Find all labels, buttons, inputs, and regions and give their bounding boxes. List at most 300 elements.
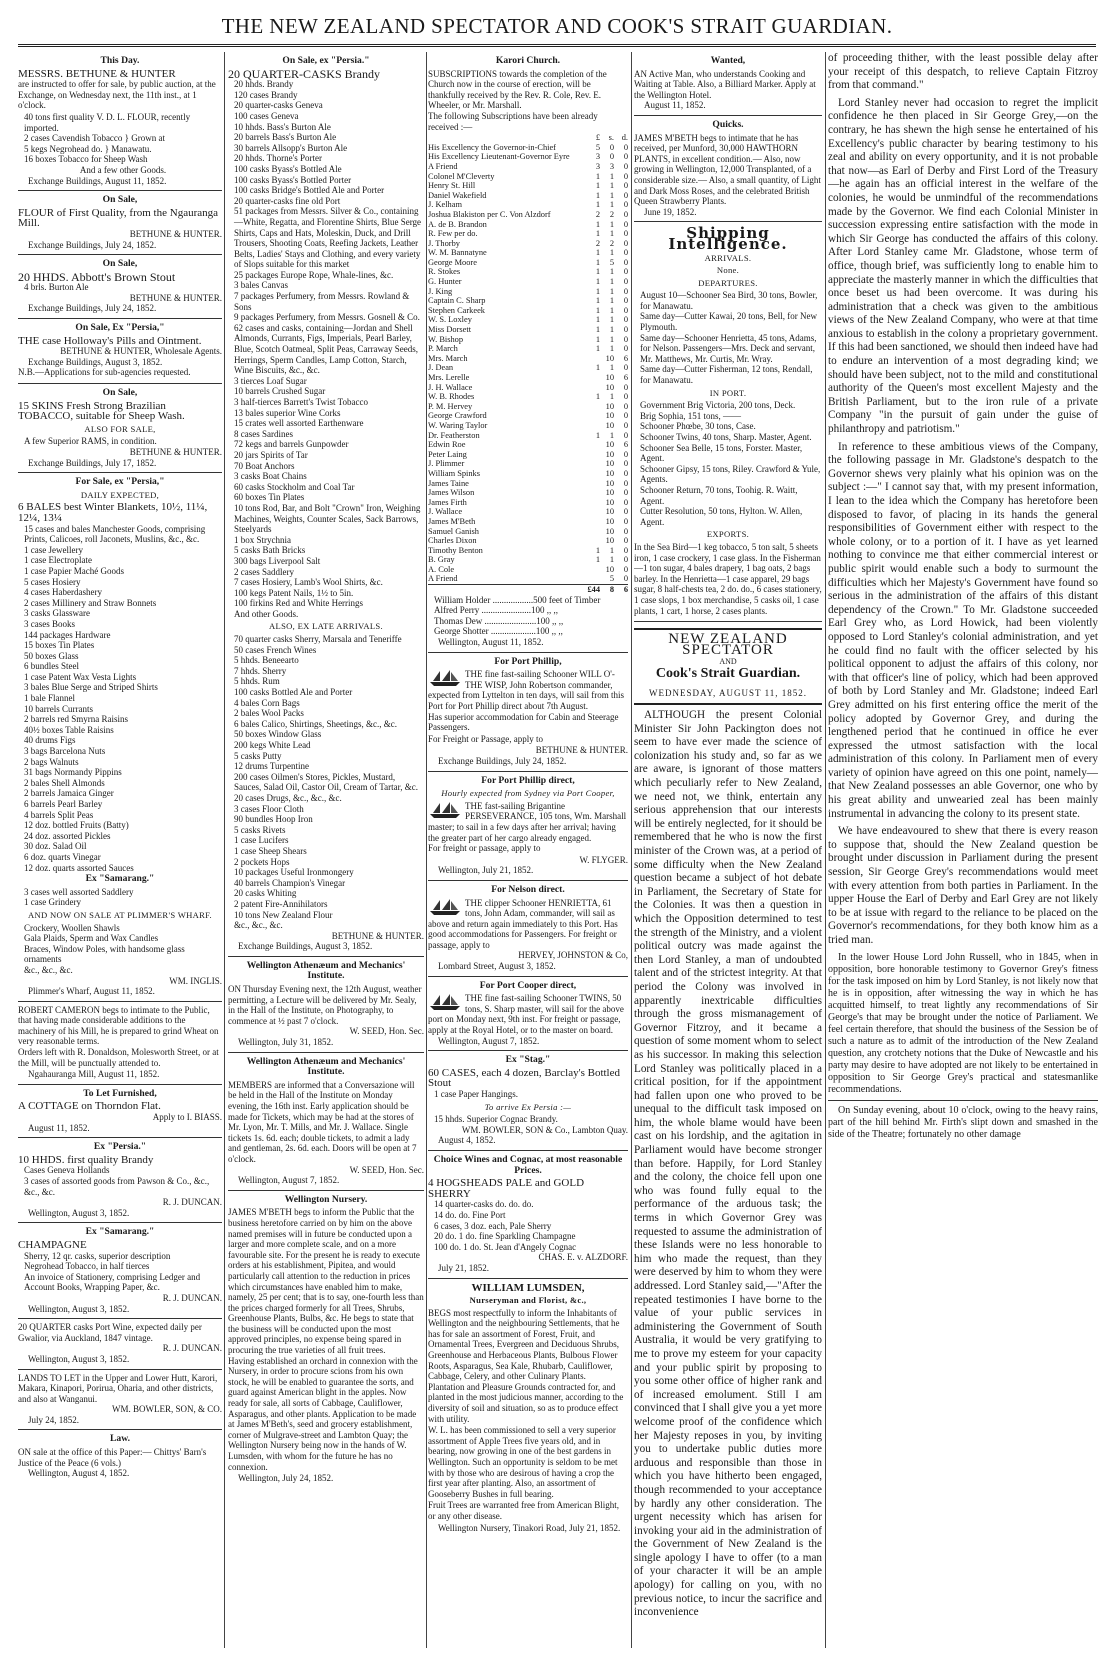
amount-cell bbox=[586, 459, 600, 469]
list-item: 100 firkins Red and White Herrings bbox=[234, 598, 364, 609]
table-row bbox=[428, 517, 628, 527]
departures-list bbox=[634, 290, 822, 385]
list-item: 62 cases and casks, containing—Jordan and Shell Almonds, Currants, Figs, Imperials, Pearl Barley, Blue, Scotch Oatmeal, Split Peas, Carraway Seeds, Herrings, Sperm Candles, Lamp Cotton, Starch, Wine Biscuits, &c., &c. bbox=[234, 322, 418, 376]
amount-cell: 0 bbox=[623, 478, 628, 488]
list-item: 2 barrels red Smyrna Raisins bbox=[24, 714, 128, 725]
advert-date: Wellington, August 4, 1852. bbox=[28, 1468, 130, 1479]
column-header: d. bbox=[621, 133, 628, 143]
advert-flour-auction bbox=[18, 52, 222, 191]
amount-cell: 0 bbox=[623, 286, 628, 296]
advert-heading: Ex "Stag." bbox=[505, 1054, 551, 1066]
table-row bbox=[428, 469, 628, 479]
column-1 bbox=[18, 52, 222, 1648]
advert-heading: Wellington Athenæum and Mechanics' Institute. bbox=[246, 1055, 406, 1078]
amount-cell: 1 bbox=[609, 200, 614, 210]
amount-cell: 0 bbox=[623, 200, 628, 210]
list-item: 10 hhds. Bass's Burton Ale bbox=[234, 121, 331, 132]
list-item: 1 case Sheep Shears bbox=[234, 845, 307, 856]
list-item: 2 cases Millinery and Straw Bonnets bbox=[24, 597, 157, 608]
table-row bbox=[428, 344, 628, 354]
subscriber-name: G. Hunter bbox=[428, 277, 462, 287]
amount-cell: 1 bbox=[609, 305, 614, 315]
amount-cell: 1 bbox=[609, 363, 614, 373]
table-row bbox=[428, 162, 628, 172]
table-row bbox=[428, 555, 628, 565]
amount-cell: 10 bbox=[605, 478, 614, 488]
advert-conversazione bbox=[228, 1053, 424, 1191]
advert-signature: WM. BOWLER, SON, & CO. bbox=[112, 1404, 222, 1415]
amount-cell: 0 bbox=[623, 363, 628, 373]
advert-body: Has superior accommodation for Cabin and Steerage Passengers. bbox=[428, 711, 619, 733]
amount-cell: 1 bbox=[595, 229, 600, 239]
advert-item: 5 kegs Negrohead do. } Manawatu. bbox=[24, 143, 152, 154]
advert-lead: 4 HOGSHEADS PALE and GOLD SHERRY bbox=[428, 1177, 585, 1200]
amount-cell bbox=[586, 536, 600, 546]
table-row bbox=[428, 431, 628, 441]
amount-cell: 0 bbox=[623, 516, 628, 526]
advert-ship-port-phillip bbox=[428, 653, 628, 772]
list-item: Same day—Cutter Fisherman, 12 tons, Rendall, for Manawatu. bbox=[640, 364, 813, 386]
table-row bbox=[428, 306, 628, 316]
list-item: 300 bags Liverpool Salt bbox=[234, 555, 321, 566]
list-item: 13 bales superior Wine Corks bbox=[234, 407, 341, 418]
list-item: 144 packages Hardware bbox=[24, 629, 111, 640]
amount-cell: 10 bbox=[605, 488, 614, 498]
list-item: 3 half-tierces Barrett's Twist Tobacco bbox=[234, 397, 368, 407]
list-item: 20 jars Spirits of Tar bbox=[234, 449, 308, 460]
ship-icon bbox=[428, 898, 462, 916]
list-item: 10 barrels Currants bbox=[24, 703, 93, 714]
advert-heading: Law. bbox=[110, 1433, 130, 1445]
advert-persia-stores bbox=[228, 52, 424, 957]
list-item: 10 packages Useful Ironmongery bbox=[234, 867, 354, 878]
advert-lead: 20 QUARTER casks Port Wine, expected daily per Gwalior, via Auckland, 1847 vintage. bbox=[18, 1322, 202, 1343]
advert-subheading: Hourly expected from Sydney via Port Cooper, bbox=[441, 788, 615, 799]
subscriber-name: J. Kelham bbox=[428, 200, 462, 210]
list-item: 9 packages Perfumery, from Messrs. Gosnell & Co. bbox=[234, 312, 420, 323]
advert-body: 1 case Paper Hangings. bbox=[434, 1089, 518, 1099]
list-item: 1 box Strychnia bbox=[234, 534, 291, 545]
advert-heading: Wellington Nursery. bbox=[284, 1193, 368, 1205]
subscriber-name: J. H. Wallace bbox=[428, 382, 473, 392]
amount-cell: 1 bbox=[595, 325, 600, 335]
table-row bbox=[428, 498, 628, 508]
advert-lead: THE case Holloway's Pills and Ointment. bbox=[18, 334, 202, 347]
amount-cell: 1 bbox=[595, 267, 600, 277]
advert-heading: For Sale, ex "Persia," bbox=[75, 476, 165, 488]
subscriber-name: Timothy Benton bbox=[428, 545, 483, 555]
advert-wines bbox=[428, 1151, 628, 1279]
subscriptions-notice bbox=[428, 52, 628, 653]
amount-cell: 1 bbox=[609, 219, 614, 229]
list-item: 1 bale Flannel bbox=[24, 693, 75, 704]
column-3 bbox=[428, 52, 628, 1648]
table-row bbox=[428, 527, 628, 537]
advert-quicks bbox=[634, 116, 822, 222]
advert-signature: R. J. DUNCAN. bbox=[162, 1343, 222, 1354]
list-item: 6 doz. quarts Vinegar bbox=[24, 851, 101, 862]
editorial-paragraph: We have endeavoured to shew that there is every reason to suppose that, should the New Zealand question be brought under discussion in Parliament during the present session, Sir George Grey's recommendations would meet with every attention from both parties in Parliament. In the upper House the Earl of Derby and Earl Grey are not likely to be at issue with regard to the reliance to be placed on the Governor's recommendations, for they both know him as a tried man. bbox=[828, 825, 1098, 946]
advert-lead: 20 HHDS. Abbott's Brown Stout bbox=[18, 269, 176, 284]
advert-ship-perseverance bbox=[428, 772, 628, 881]
advert-heading: Choice Wines and Cognac, at most reasonable Prices. bbox=[433, 1153, 623, 1176]
editorial-paragraph: Lord Stanley never had occasion to regret the implicit confidence he then placed in Sir George Grey,—on the contrary, he has shewn the high sense he entertained of his Excellency's public character by bearing testimony to his zeal and ability on every opportunity, and it is not probable that now—as Earl of Derby and First Lord of the Treasury—he again has an official interest in the welfare of the colonies, he would be unmindful of the recommendations made by the Governor. We find each Colonial Minister in succession expressing entire satisfaction with the mode in which Sir George has conducted the affairs of this colony. After Lord Stanley came Mr. Gladstone, whose term of office, though brief, was sufficiently long to enable him to appreciate the masterly manner in which the difficulties that once beset us had been overcome. It was during his administration that a check was given to the ambitious views of the New Zealand Company, who were at that time anxious to establish in the colony a proprietary government. If this had been sanctioned, we should then indeed have had to endure an intervention of a most degrading kind; we should have been subject, not to the mild and constitutional authority of the Queen's most excellent Majesty and the British Parliament, but to the iron rule of a private Company "in the pursuit of gain under the guise of philanthropy and patriotism." bbox=[828, 96, 1098, 436]
advert-date: Wellington, August 11, 1852. bbox=[438, 637, 544, 648]
subscriber-name: J. Dean bbox=[428, 363, 454, 373]
advert-heading: Wanted, bbox=[710, 55, 746, 66]
amount-cell bbox=[586, 450, 600, 460]
list-item: 12 doz. quarts assorted Sauces bbox=[24, 862, 134, 873]
advert-brandy bbox=[18, 1138, 222, 1223]
ship-icon bbox=[428, 669, 462, 687]
advert-lead: CHAMPAGNE bbox=[18, 1238, 87, 1251]
amount-cell: 10 bbox=[605, 459, 614, 469]
list-item: 12 drums Turpentine bbox=[234, 761, 310, 772]
advert-lead: THE clipper Schooner HENRIETTA, 61 tons, John Adam, commander, will sail as above and return again immediately to this Port. Has good accommodations for Passengers. For freight or passage, apply to bbox=[428, 897, 618, 950]
advert-item: Cases Geneva Hollands bbox=[24, 1165, 110, 1176]
list-item: Gala Plaids, Sperm and Wax Candles bbox=[24, 933, 159, 944]
goods-list bbox=[228, 79, 424, 619]
amount-cell: 1 bbox=[595, 344, 600, 354]
advert-date: Wellington, August 7, 1852. bbox=[238, 1175, 340, 1186]
subscriber-name: Charles Dixon bbox=[428, 536, 477, 546]
advert-subheading: ALSO, EX LATE ARRIVALS. bbox=[269, 621, 383, 632]
amount-cell: 0 bbox=[623, 315, 628, 325]
list-item: 4 barrels Split Peas bbox=[24, 809, 94, 820]
subscriptions-table bbox=[428, 133, 628, 595]
column-divider bbox=[631, 52, 632, 1648]
amount-cell: 0 bbox=[623, 248, 628, 258]
total-pounds: £44 bbox=[587, 585, 600, 595]
list-item: 7 cases Hosiery, Lamb's Wool Shirts, &c. bbox=[234, 577, 383, 588]
list-item: 10 tons New Zealand Flour bbox=[234, 909, 333, 920]
column-divider bbox=[224, 52, 225, 1648]
advert-item: And a few other Goods. bbox=[79, 164, 167, 175]
amount-cell: 1 bbox=[609, 555, 614, 565]
advert-date: August 4, 1852. bbox=[438, 1135, 496, 1146]
table-row bbox=[428, 325, 628, 335]
subscriber-name: James Firth bbox=[428, 497, 467, 507]
advert-date: August 11, 1852. bbox=[644, 100, 706, 111]
advert-body: Orders left with R. Donaldson, Molesworth Street, or at the Mill, will be punctually attended to. bbox=[18, 1047, 219, 1068]
amount-cell: 0 bbox=[623, 488, 628, 498]
list-item: Brig Sophia, 151 tons, —— bbox=[640, 410, 742, 421]
amount-cell: 1 bbox=[609, 277, 614, 287]
amount-cell: 1 bbox=[609, 315, 614, 325]
timber-pledge: Thomas Dew .......................100 ,, ,, bbox=[434, 615, 564, 626]
amount-cell bbox=[586, 507, 600, 517]
amount-cell: 0 bbox=[623, 161, 628, 171]
subscriber-name: Colonel M'Cleverty bbox=[428, 171, 495, 181]
amount-cell: 0 bbox=[609, 142, 614, 152]
advert-lead: 6 BALES best Winter Blankets, 10½, 11¼, 12¼, 13¼ bbox=[18, 501, 208, 524]
amount-cell bbox=[586, 498, 600, 508]
list-item: Braces, Window Poles, with handsome glass ornaments bbox=[24, 943, 185, 965]
advert-body: Having established an orchard in connexion with the Nursery, in order to procure scions from his own stock, he will be enabled to guarantee the sorts, and guard against American blight in the apples. Now ready for sale, all sorts of Cabbage, Cauliflower, Asparagus, and other plants. Application to be made at James M'Beth's, seed and grocery establishment, corner of Mulgrave-street and Lambton Quay; the Wellington Nursery being now in the hands of W. Lumsden, with whom for the future he has no connexion. bbox=[228, 1355, 418, 1472]
subscriber-name: Miss Dorsett bbox=[428, 325, 472, 335]
ship-icon bbox=[428, 801, 462, 819]
advert-lead: MESSRS. BETHUNE & HUNTER bbox=[18, 67, 176, 80]
subscriber-name: Joshua Blakiston per C. Von Alzdorf bbox=[428, 209, 551, 219]
amount-cell bbox=[586, 383, 600, 393]
amount-cell: 0 bbox=[623, 392, 628, 402]
list-item: 7 packages Perfumery, from Messrs. Rowland & Sons bbox=[234, 291, 410, 312]
list-item: 3 tierces Loaf Sugar bbox=[234, 375, 307, 386]
table-row bbox=[428, 565, 628, 575]
list-item: 2 cases Saddlery bbox=[234, 566, 294, 577]
advert-signature: HERVEY, JOHNSTON & Co, bbox=[518, 950, 628, 961]
advert-date: June 19, 1852. bbox=[644, 206, 697, 217]
list-item: 4 bales Corn Bags bbox=[234, 697, 300, 708]
advert-tobacco bbox=[18, 384, 222, 473]
amount-cell: 10 bbox=[605, 449, 614, 459]
list-item: 60 casks Stockholm and Coal Tar bbox=[234, 481, 355, 492]
table-row bbox=[428, 200, 628, 210]
amount-cell bbox=[586, 527, 600, 537]
amount-cell bbox=[586, 373, 600, 383]
amount-cell: 1 bbox=[595, 392, 600, 402]
advert-date: Wellington, August 3, 1852. bbox=[28, 1303, 130, 1314]
list-item: 7 hhds. Sherry bbox=[234, 665, 287, 676]
amount-cell: 0 bbox=[623, 401, 628, 411]
subscriber-name: J. Thorby bbox=[428, 238, 460, 248]
list-item: 3 bags Barcelona Nuts bbox=[24, 746, 106, 757]
list-item: 24 doz. assorted Pickles bbox=[24, 830, 111, 841]
list-item: Schooner Return, 70 tons, Toohig. R. Waitt, Agent. bbox=[640, 484, 798, 506]
advert-signature: BETHUNE & HUNTER. bbox=[331, 930, 424, 941]
list-item: 40 barrels Champion's Vinegar bbox=[234, 877, 346, 888]
advert-item: 16 boxes Tobacco for Sheep Wash bbox=[24, 154, 148, 165]
advert-lead: ROBERT CAMERON begs to intimate to the Public, that having made considerable additions to the machinery of his Mill, he is prepared to grind Wheat on very reasonable terms. bbox=[18, 1004, 219, 1047]
table-row bbox=[428, 421, 628, 431]
advert-body: Fruit Trees are warranted free from American Blight, or any other disease. bbox=[428, 1500, 619, 1521]
advert-heading: For Port Cooper direct, bbox=[479, 979, 577, 991]
amount-cell: 1 bbox=[595, 430, 600, 440]
column-header: £ bbox=[595, 133, 600, 143]
table-row bbox=[428, 479, 628, 489]
amount-cell: 3 bbox=[609, 161, 614, 171]
list-item: 15 crates well assorted Earthenware bbox=[234, 418, 364, 429]
subscriber-name: Samuel Ganish bbox=[428, 526, 479, 536]
advert-lead: JAMES M'BETH begs to inform the Public that the business heretofore carried on by him on the above named premises will in future be conducted upon a larger and more complete scale, and on a more favourable site. For the present he is ready to execute orders at his establishment, Pipitea, and would particularly call attention to the reduction in prices which circumstances have enabled him to make, namely, 25 per cent; that is to say, one-fourth less than the prices charged formerly for all Trees, Shrubs, Greenhouse Plants, Bulbs, &c. He begs to state that the business will be conducted upon the most approved principles, no expense being spared in procuring the true varieties of all fruit trees. bbox=[228, 1207, 424, 1356]
list-item: 3 casks Glassware bbox=[24, 608, 90, 619]
advert-date: Wellington Nursery, Tinakori Road, July 21, 1852. bbox=[438, 1522, 621, 1533]
advert-heading: On Sale, bbox=[102, 194, 138, 206]
amount-cell: 1 bbox=[595, 190, 600, 200]
amount-cell: 0 bbox=[623, 536, 628, 546]
amount-cell: 1 bbox=[595, 555, 600, 565]
list-item: 5 hhds. Rum bbox=[234, 676, 280, 687]
advert-port-wine bbox=[18, 1319, 222, 1369]
list-item: 25 packages Europe Rope, Whale-lines, &c. bbox=[234, 269, 394, 280]
table-row bbox=[428, 440, 628, 450]
amount-cell bbox=[586, 440, 600, 450]
list-item: 100 kegs Patent Nails, 1½ to 5in. bbox=[234, 587, 354, 598]
column-2 bbox=[228, 52, 424, 1648]
advert-body: Apply to I. BIASS. bbox=[152, 1112, 222, 1123]
amount-cell: 1 bbox=[595, 305, 600, 315]
list-item: 51 packages from Messrs. Silver & Co., containing—White, Regatta, and Florentine Shirts, Blue Serge Shirts, Caps and Hats, Moleskin, Duck, and Drill Trousers, Shooting Coats, Reefing Jackets, Leather Belts, Ladies' Stays and Clothing, and every variety of Slops suitable for this market bbox=[234, 206, 422, 270]
advert-subheading: ALSO FOR SALE, bbox=[84, 423, 156, 434]
advert-signature: CHAS. E. v. ALZDORF. bbox=[538, 1252, 628, 1263]
amount-cell: 10 bbox=[605, 353, 614, 363]
list-item: 2 bales Shell Almonds bbox=[24, 777, 105, 788]
advert-signature: W. FLYGER. bbox=[579, 854, 628, 865]
amount-cell: 0 bbox=[623, 564, 628, 574]
list-item: Schooner Gipsy, 15 tons, Riley. Crawford & Yule, Agents. bbox=[640, 463, 821, 485]
advert-lead: SUBSCRIPTIONS towards the completion of the Church now in the course of erection, will be thankfully received by the Rev. R. Cole, Rev. E. Wheeler, or Mr. Marshall. bbox=[428, 68, 607, 111]
list-item: 40½ boxes Table Raisins bbox=[24, 724, 114, 735]
advert-body: are instructed to offer for sale, by public auction, at the Exchange, on Wednesday next, the 11th inst., at 1 o'clock. bbox=[18, 79, 216, 111]
advert-lead: 15 SKINS Fresh Strong Brazilian TOBACCO, suitable for Sheep Wash. bbox=[18, 399, 185, 423]
amount-cell: 0 bbox=[623, 257, 628, 267]
amount-cell: 1 bbox=[609, 190, 614, 200]
list-item: 70 quarter casks Sherry, Marsala and Teneriffe bbox=[234, 634, 402, 645]
amount-cell: 1 bbox=[609, 286, 614, 296]
subscriber-name: W. S. Loxley bbox=[428, 315, 472, 325]
amount-cell: 1 bbox=[609, 171, 614, 181]
amount-cell: 1 bbox=[609, 344, 614, 354]
advert-lead: THE fine fast-sailing Schooner WILL O'-THE WISP, John Robertson commander, expected from Lyttelton in ten days, will sail from this Port for Port Phillip direct about 7th August. bbox=[428, 669, 624, 711]
list-item: And other Goods. bbox=[234, 608, 299, 619]
subscriber-name: R. Few per do. bbox=[428, 229, 478, 239]
amount-cell: 10 bbox=[605, 526, 614, 536]
list-item: Government Brig Victoria, 200 tons, Deck. bbox=[640, 400, 796, 411]
amount-cell: 0 bbox=[623, 507, 628, 517]
ship-icon bbox=[428, 993, 462, 1011]
advert-lead: JAMES M'BETH begs to intimate that he has received, per Munford, 30,000 HAWTHORN PLANTS, in excellent condition.— Also, now growing in Wellington, 12,000 Transplanted, of a considerable size.— Also, a small quantity, of Light and Dark Moss Roses, and the celebrated British Queen Strawberry Plants. bbox=[634, 132, 821, 207]
table-row bbox=[428, 210, 628, 220]
list-item: 10 barrels Crushed Sugar bbox=[234, 386, 326, 397]
list-item: Crockery, Woollen Shawls bbox=[24, 922, 120, 933]
advert-champagne bbox=[18, 1223, 222, 1319]
advert-item: 40 tons first quality V. D. L. FLOUR, recently imported. bbox=[24, 111, 191, 133]
list-item: 70 Boat Anchors bbox=[234, 460, 295, 471]
list-item: 5 hhds. Beneearto bbox=[234, 655, 299, 666]
subscriber-name: James Taine bbox=[428, 478, 469, 488]
list-item: 30 barrels Allsopp's Burton Ale bbox=[234, 142, 348, 153]
amount-cell bbox=[586, 354, 600, 364]
amount-cell: 10 bbox=[605, 497, 614, 507]
advert-signature: BETHUNE & HUNTER. bbox=[535, 745, 628, 756]
advert-heading: Karori Church. bbox=[495, 55, 561, 66]
advert-date: Wellington, August 3, 1852. bbox=[28, 1353, 130, 1364]
amount-cell: 1 bbox=[595, 296, 600, 306]
advert-lead: THE fast-sailing Brigantine PERSEVERANCE, 105 tons, Wm. Marshall master; to sail in a few days after her arrival; having the greater part of her cargo already engaged. bbox=[428, 800, 627, 843]
list-item: 2 bags Walnuts bbox=[24, 756, 79, 767]
advert-item: 100 do. 1 do. St. Jean d'Angely Cognac bbox=[434, 1241, 577, 1252]
table-row bbox=[428, 354, 628, 364]
list-item: 31 bags Normandy Pippins bbox=[24, 767, 122, 778]
amount-cell: 0 bbox=[623, 526, 628, 536]
subscriber-name: George Crawford bbox=[428, 411, 487, 421]
editorial-paragraph: In the lower House Lord John Russell, who in 1845, when in opposition, bore honorable testimony to Governor Grey's fitness for the task imposed on him by Lord Stanley, is not likely now that he is in opposition, after witnessing the way in which he has acquitted himself, to treat lightly any recommendations of Sir George's that may be brought under the notice of Parliament. We feel certain therefore, that should the business of the Session be of such a nature as to admit of the introduction of the New Zealand question, any crotchety notions that the Duke of Newcastle and his party may desire to have adopted are not likely to be entertained in opposition to Sir George Grey's practical and statesmanlike recommendations. bbox=[828, 951, 1098, 1095]
editorial-paper-subtitle: Cook's Strait Guardian. bbox=[655, 665, 801, 681]
subscriber-name: Stephen Carkeek bbox=[428, 305, 485, 315]
advert-body: For freight or passage, apply to bbox=[428, 843, 541, 854]
table-row bbox=[428, 546, 628, 556]
advert-signature: R. J. DUNCAN. bbox=[162, 1292, 222, 1303]
advert-body: For Freight or Passage, apply to bbox=[428, 733, 543, 744]
subscriber-name: P. M. Hervey bbox=[428, 401, 473, 411]
amount-cell: 2 bbox=[595, 238, 600, 248]
advert-signature: R. J. DUNCAN. bbox=[162, 1197, 222, 1208]
list-item: 3 cases Books bbox=[24, 618, 75, 629]
advert-date: Exchange Buildings, August 3, 1852. bbox=[28, 356, 163, 367]
amount-cell: 10 bbox=[605, 401, 614, 411]
list-item: 2 bales Wool Packs bbox=[234, 708, 304, 719]
section-subheading: EXPORTS. bbox=[706, 529, 750, 540]
list-item: Schooner Phœbe, 30 tons, Case. bbox=[640, 421, 756, 432]
list-item: 1 case Electroplate bbox=[24, 555, 92, 566]
list-item: 100 casks Bridge's Bottled Ale and Porter bbox=[234, 185, 385, 196]
table-row bbox=[428, 459, 628, 469]
amount-cell: 0 bbox=[623, 468, 628, 478]
advert-cottage bbox=[18, 1085, 222, 1138]
advert-persia-goods bbox=[18, 473, 222, 1002]
amount-cell: 10 bbox=[605, 536, 614, 546]
advert-lead: ON Thursday Evening next, the 12th August, weather permitting, a Lecture will be delivered by Mr. Sealy, in the Hall of the Institute, on Photography, to commence at ½ past 7 o'clock. bbox=[228, 984, 422, 1026]
list-item: 200 kegs White Lead bbox=[234, 740, 311, 750]
advert-subheading: To arrive Ex Persia :— bbox=[484, 1101, 572, 1112]
list-item: &c., &c., &c. bbox=[24, 964, 73, 975]
advert-heading: For Port Phillip direct, bbox=[481, 774, 575, 786]
amount-cell: 1 bbox=[595, 334, 600, 344]
table-row bbox=[428, 296, 628, 306]
amount-cell: 1 bbox=[595, 277, 600, 287]
subscriber-name: J. Plimmer bbox=[428, 459, 465, 469]
amount-cell: 0 bbox=[623, 325, 628, 335]
amount-cell: 5 bbox=[595, 142, 600, 152]
amount-cell: 1 bbox=[595, 248, 600, 258]
list-item: Schooner Twins, 40 tons, Sharp. Master, Agent. bbox=[640, 432, 812, 442]
list-item: 30 doz. Salad Oil bbox=[24, 841, 87, 852]
advert-lead: 20 QUARTER-CASKS Brandy bbox=[228, 66, 380, 81]
list-item: 1 case Papier Maché Goods bbox=[24, 565, 124, 576]
editorial-paragraph: ALTHOUGH the present Colonial Minister Sir John Packington does not seem to have ever made the science of colonization his study and, so far as we are aware, is ignorant of those matters which peculiarly refer to New Zealand, we need not, we think, entertain any serious apprehension that our interests will be entirely neglected, for it should be remembered that he who is now the first minister of the Crown was, at a period of some difficulty when the New Zealand question became a subject of hot debate in Parliament, the Secretary of State for the Colonies. It was then a question in which the Opposition determined to test the strength of the Ministry, and a violent political outcry was made against the then Lord Stanley, a man of undoubted talent and of the strictest integrity. At that period the Colony was involved in apparently inextricable difficulties through the gross mismanagement of Governor Fitzroy, and it became a question of some moment whom to select as his successor. In making this selection Lord Stanley was politically placed in a critical position, for if the appointment had fallen upon one who proved to be unequal to the difficult task imposed on him, the whole blame would have been cast on his lordship, and the agitation in Parliament would have become stronger than before. Happily, for Lord Stanley and the colony, the choice fell upon one who was found fully equal to the performance of the arduous task; the terms in which Governor Grey was requested to assume the administration of these Islands were no less honorable to him who made the request, than they were deserved by him to whom they were addressed. Lord Stanley said,—"After the repeated testimonies I have borne to the value of your public services in administering the Government of South Australia, it would be very gratifying to me to prove my esteem for your capacity and your public spirit by proposing to you some other office of higher rank and of increased emolument. Still I am convinced that I shall give you a yet more welcome proof of the confidence which her Majesty reposes in you, by inviting you to undertake public duties more arduous and responsible than those in which you have hitherto been engaged, though recommended to your acceptance by hardly any other consideration. The urgent necessity which has arisen for invoking your aid in the administration of the Government of New Zealand is the single apology I have to offer (to a man of your character it will be an ample apology) for calling on you, with no previous notice, to incur the sacrifice and inconvenience bbox=[634, 709, 822, 1619]
editorial-paper-title: NEW ZEALAND SPECTATOR bbox=[634, 628, 822, 655]
table-row bbox=[428, 450, 628, 460]
exports-text: In the Sea Bird—1 keg tobacco, 5 ton salt, 5 sheets iron, 1 case crockery, 1 case glass. In the Fisherman—1 ton sugar, 4 bales drapery, 1 bag oats, 2 bags barley. In the Henrietta—1 case apparel, 29 bags sugar, 8 half-chests tea, 2 do. do., 6 cases stationery, 1 case slops, 1 box merchandise, 5 casks oil, 1 case plants, 1 cart, 1 horse, 2 cases plants. bbox=[634, 541, 822, 616]
list-item: 3 casks Boat Chains bbox=[234, 471, 307, 482]
amount-cell: 1 bbox=[609, 325, 614, 335]
amount-cell: 10 bbox=[605, 420, 614, 430]
subscriber-name: A Friend bbox=[428, 574, 458, 584]
advert-lead: BEGS most respectfully to inform the Inhabitants of Wellington and the neighbouring Settlements, that he has for sale an assortment of Forest, Fruit, and Ornamental Trees, Evergreen and Deciduous Shrubs, Greenhouse and Herbaceous Plants, Bulbous Flower Roots, Asparagus, Sea Kale, Rhubarb, Cauliflower, Cabbage, Celery, and other Culinary Plants. bbox=[428, 1307, 620, 1382]
advert-date: Plimmer's Wharf, August 11, 1852. bbox=[28, 986, 155, 997]
advert-stout bbox=[18, 255, 222, 319]
advert-lead: A COTTAGE on Thorndon Flat. bbox=[18, 1100, 161, 1113]
amount-cell: 0 bbox=[623, 152, 628, 162]
list-item: 50 cases French Wines bbox=[234, 644, 317, 655]
table-row bbox=[428, 191, 628, 201]
list-item: 15 boxes Tin Plates bbox=[24, 640, 95, 651]
amount-cell: 0 bbox=[623, 497, 628, 507]
advert-heading: On Sale, Ex "Persia," bbox=[75, 322, 165, 334]
advert-holloway bbox=[18, 319, 222, 384]
total-pence: 6 bbox=[623, 585, 628, 595]
amount-cell: 1 bbox=[595, 286, 600, 296]
subscriber-name: William Spinks bbox=[428, 468, 481, 478]
section-title: Shipping Intelligence. bbox=[668, 224, 788, 253]
amount-cell: 0 bbox=[623, 449, 628, 459]
advert-date: Exchange Buildings, July 24, 1852. bbox=[28, 303, 157, 314]
list-item: 50 boxes Glass bbox=[24, 650, 79, 661]
list-item: 8 cases Sardines bbox=[234, 428, 293, 439]
advert-item: An invoice of Stationery, comprising Ledger and Account Books, Wrapping Paper, &c. bbox=[24, 1271, 201, 1293]
in-port-list bbox=[634, 400, 822, 527]
amount-cell: 10 bbox=[605, 411, 614, 421]
